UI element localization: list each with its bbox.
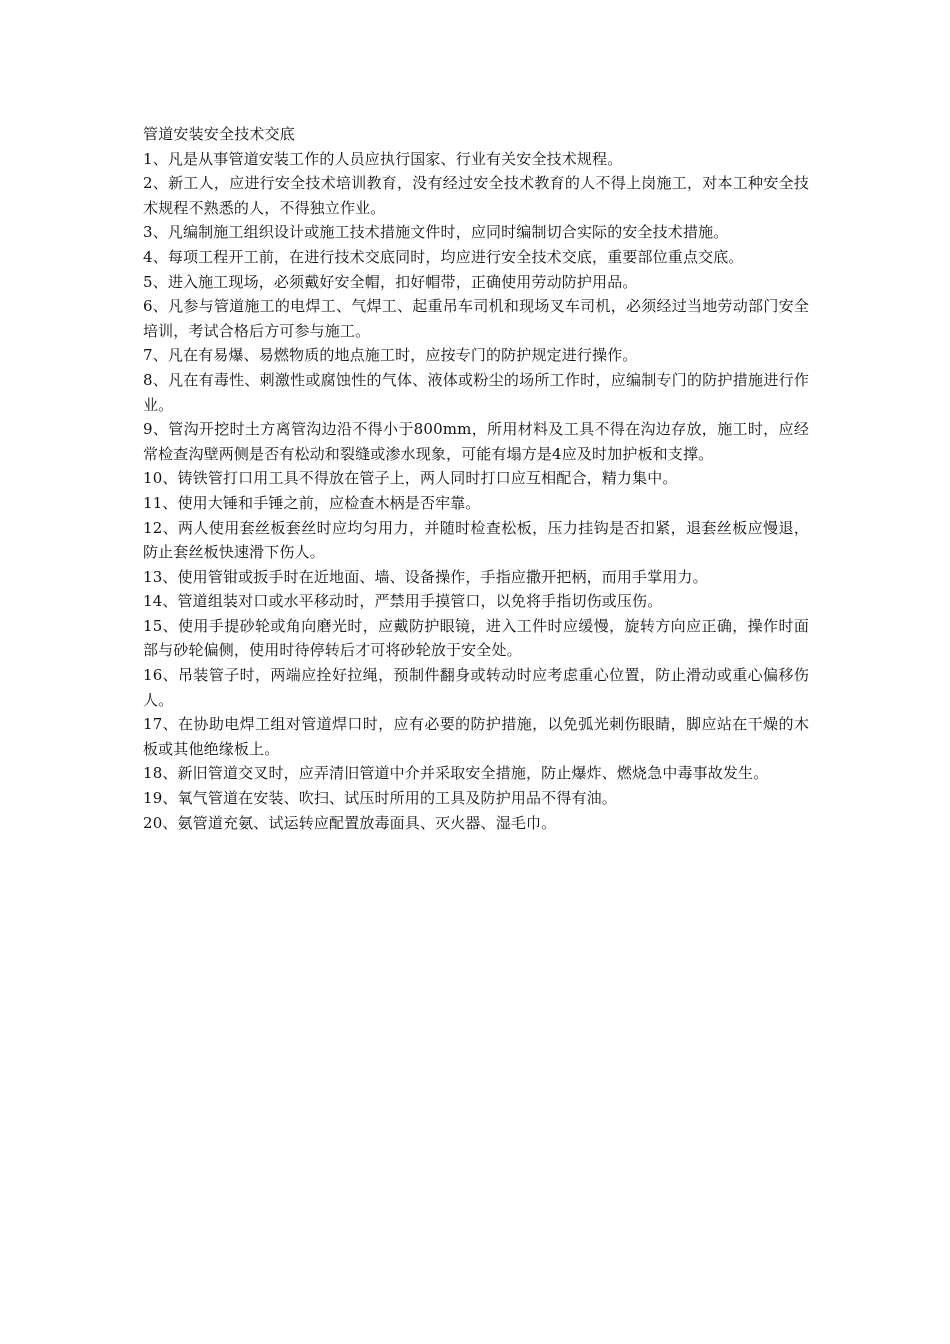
document-body [143, 122, 809, 835]
rule-item-20: 20、氨管道充氨、试运转应配置放毒面具、灭火器、湿毛巾。 [143, 813, 557, 832]
rule-item-17: 17、在协助电焊工组对管道焊口时，应有必要的防护措施，以免弧光刺伤眼睛，脚应站在干燥的木板或其他绝缘板上。 [143, 715, 809, 758]
rule-item-18: 18、新旧管道交叉时，应弄清旧管道中介并采取安全措施，防止爆炸、燃烧急中毒事故发生。 [143, 764, 769, 783]
rule-item-12: 12、两人使用套丝板套丝时应均匀用力，并随时检查松板，压力挂钩是否扣紧，退套丝板应慢退，防止套丝板快速滑下伤人。 [143, 518, 809, 562]
rule-item-8: 8、凡在有毒性、刺激性或腐蚀性的气体、液体或粉尘的场所工作时，应编制专门的防护措施进行作业。 [143, 370, 809, 414]
rule-item-6: 6、凡参与管道施工的电焊工、气焊工、起重吊车司机和现场叉车司机，必须经过当地劳动部门安全培训，考试合格后方可参与施工。 [143, 297, 809, 340]
rule-item-19: 19、氧气管道在安装、吹扫、试压时所用的工具及防护用品不得有油。 [143, 789, 617, 808]
rule-item-11: 11、使用大锤和手锤之前，应检查木柄是否牢靠。 [143, 493, 481, 512]
rule-item-10: 10、铸铁管打口用工具不得放在管子上，两人同时打口应互相配合，精力集中。 [143, 469, 678, 488]
rule-item-9: 9、管沟开挖时土方离管沟边沿不得小于800mm，所用材料及工具不得在沟边存放，施工时，应经常检查沟壁两侧是否有松动和裂缝或渗水现象，可能有塌方是4应及时加护板和支撑。 [143, 420, 809, 463]
rule-item-7: 7、凡在有易爆、易燃物质的地点施工时，应按专门的防护规定进行操作。 [143, 346, 638, 365]
rule-item-14: 14、管道组装对口或水平移动时，严禁用手摸管口，以免将手指切伤或压伤。 [143, 592, 663, 611]
rule-item-5: 5、进入施工现场，必须戴好安全帽，扣好帽带，正确使用劳动防护用品。 [143, 272, 638, 291]
rule-item-16: 16、吊装管子时，两端应拴好拉绳，预制件翻身或转动时应考虑重心位置，防止滑动或重心偏移伤人。 [143, 666, 809, 709]
document-title: 管道安装安全技术交底 [143, 125, 296, 143]
rule-item-13: 13、使用管钳或扳手时在近地面、墙、设备操作，手指应撒开把柄，而用手掌用力。 [143, 567, 708, 586]
rule-item-3: 3、凡编制施工组织设计或施工技术措施文件时，应同时编制切合实际的安全技术措施。 [143, 223, 729, 242]
rule-item-1: 1、凡是从事管道安装工作的人员应执行国家、行业有关安全技术规程。 [143, 149, 623, 168]
rule-item-2: 2、新工人，应进行安全技术培训教育，没有经过安全技术教育的人不得上岗施工，对本工种安全技术规程不熟悉的人，不得独立作业。 [143, 174, 809, 217]
rule-item-15: 15、使用手提砂轮或角向磨光时，应戴防护眼镜，进入工件时应缓慢，旋转方向应正确，操作时面部与砂轮偏侧，使用时待停转后才可将砂轮放于安全处。 [143, 616, 809, 660]
rule-item-4: 4、每项工程开工前，在进行技术交底同时，均应进行安全技术交底，重要部位重点交底。 [143, 247, 744, 266]
